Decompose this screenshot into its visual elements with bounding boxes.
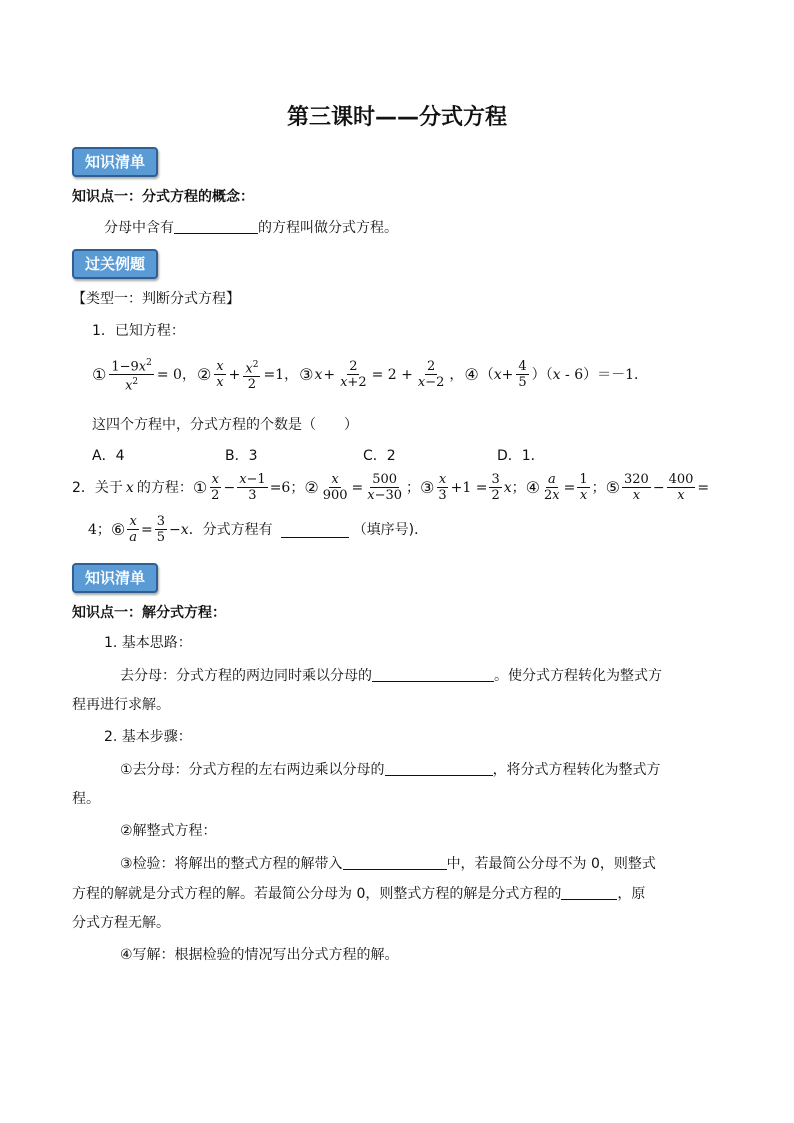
option-b[interactable]: B．3 <box>225 448 258 464</box>
fraction: $\frac{4}{5}$ <box>518 359 527 391</box>
question-2-line-1: 2．关于 x 的方程： ① $\frac{x}{2}$ − $\frac{x-1}{3}$ =6； ② $\frac{x}{900}$ = $\frac{500}{x-30}$ ； ③ $\frac{x}{3}$ +1 = $\frac{3}{2}$ x ； ④ $\frac{a}{2x}$ = $\frac{1}{x}$ ； ⑤ $\frac{320}{x}$ − $\frac{400}{x}$ = <box>72 472 710 503</box>
question-1-text: 这四个方程中，分式方程的个数是（ ） <box>92 417 358 433</box>
step-3-text-c: 方程的解就是分式方程的解。若最简公分母为 0，则整式方程的解是分式方程的 <box>72 886 562 902</box>
fraction: $\frac{500}{x-30}$ <box>367 472 403 503</box>
section-tag-knowledge-2: 知识清单 <box>72 563 158 593</box>
fraction: $\frac{x^2}{2}$ <box>245 359 259 392</box>
idea-line-1 <box>120 665 662 686</box>
option-a[interactable]: A．4 <box>92 448 125 464</box>
circled-2: ② <box>196 364 212 384</box>
step-basic-idea: 1. 基本思路： <box>104 635 192 651</box>
option-d[interactable]: D．1． <box>497 448 545 464</box>
question-2-tail2: （填序号)． <box>352 521 429 538</box>
knowledge-point-heading: 知识点一：分式方程的概念： <box>72 189 254 205</box>
question-2-intro2: 的方程： <box>136 479 193 496</box>
step-2-line: ②解整式方程： <box>120 823 217 839</box>
question-1-equations: ① $\frac{1-9x^2}{x^2}$ = 0， ② $\frac{x}{x}$ + $\frac{x^2}{2}$ =1， ③ x + $\frac{2}{x+2}$ = 2 + $\frac{2}{x-2}$ ， ④ （x+ $\frac{4}{5}$ ）（x - 6）＝－1． <box>92 358 649 394</box>
question-2-intro: 2．关于 <box>72 479 123 496</box>
fraction: $\frac{x}{3}$ <box>438 472 447 503</box>
fraction: $\frac{3}{2}$ <box>491 472 500 503</box>
fraction: $\frac{x}{x}$ <box>216 359 224 391</box>
knowledge-point-heading-2: 知识点一：解分式方程： <box>72 605 226 621</box>
step-1-line <box>120 759 661 780</box>
fill-blank[interactable] <box>372 665 494 682</box>
fraction: $\frac{2}{x-2}$ <box>417 359 445 391</box>
step-3-text-b: 中，若最简公分母不为 0，则整式 <box>446 856 656 872</box>
type-heading: 【类型一：判断分式方程】 <box>72 291 240 307</box>
step-3-line-3: 分式方程无解。 <box>72 915 170 931</box>
fraction: $\frac{3}{5}$ <box>156 514 166 545</box>
fraction: $\frac{x-1}{3}$ <box>239 472 266 503</box>
circled-3: ③ <box>299 364 314 384</box>
fraction: $\frac{x}{900}$ <box>322 472 348 503</box>
idea-text-b: 。使分式方程转化为整式方 <box>494 668 662 684</box>
step-1-text-b: ，将分式方程转化为整式方 <box>492 762 661 778</box>
section-tag-knowledge: 知识清单 <box>72 147 158 177</box>
fill-blank[interactable] <box>343 853 447 870</box>
fraction: $\frac{320}{x}$ <box>624 472 649 503</box>
step-4-line: ④写解：根据检验的情况写出分式方程的解。 <box>120 947 399 963</box>
idea-line-2: 程再进行求解。 <box>72 697 170 713</box>
step-3-text-a: ③检验：将解出的整式方程的解带入 <box>120 856 343 872</box>
section-tag-examples: 过关例题 <box>72 249 158 279</box>
question-2-tail: ．分式方程有 <box>188 521 273 538</box>
fraction: $\frac{400}{x}$ <box>668 472 694 503</box>
fraction: $\frac{1}{x}$ <box>579 472 588 503</box>
step-3-text-d: ，原 <box>617 886 646 902</box>
fill-blank[interactable] <box>281 521 349 538</box>
fraction: $\frac{x}{2}$ <box>211 472 220 503</box>
step-1-text-a: ①去分母：分式方程的左右两边乘以分母的 <box>120 762 385 778</box>
variable-x: x <box>125 479 134 496</box>
idea-text-a: 去分母：分式方程的两边同时乘以分母的 <box>120 668 372 684</box>
definition-text-b: 的方程叫做分式方程。 <box>258 220 398 236</box>
step-basic-steps: 2. 基本步骤： <box>104 729 192 745</box>
circled-4: ④ <box>464 364 479 384</box>
fraction: $\frac{x}{a}$ <box>129 514 138 545</box>
step-1-line-2: 程。 <box>72 791 100 807</box>
page-title: 第三课时——分式方程 <box>286 105 507 130</box>
fill-blank[interactable] <box>561 883 617 900</box>
step-3-line <box>120 853 656 874</box>
option-c[interactable]: C．2 <box>363 448 396 464</box>
fraction: $\frac{1-9x^2}{x^2}$ <box>111 358 152 394</box>
question-2-line-2: 4； ⑥ $\frac{x}{a}$ = $\frac{3}{5}$ − x ．分式方程有 （填序号)． <box>88 514 429 545</box>
fraction: $\frac{a}{2x}$ <box>544 472 560 503</box>
step-3-line-2 <box>72 883 645 904</box>
fraction: $\frac{2}{x+2}$ <box>340 359 367 391</box>
fill-blank[interactable] <box>174 217 258 234</box>
circled-1: ① <box>92 364 107 384</box>
fill-blank[interactable] <box>385 759 493 776</box>
definition-line <box>104 217 398 238</box>
definition-text-a: 分母中含有 <box>104 220 174 236</box>
question-1-intro: 1．已知方程： <box>92 323 185 339</box>
